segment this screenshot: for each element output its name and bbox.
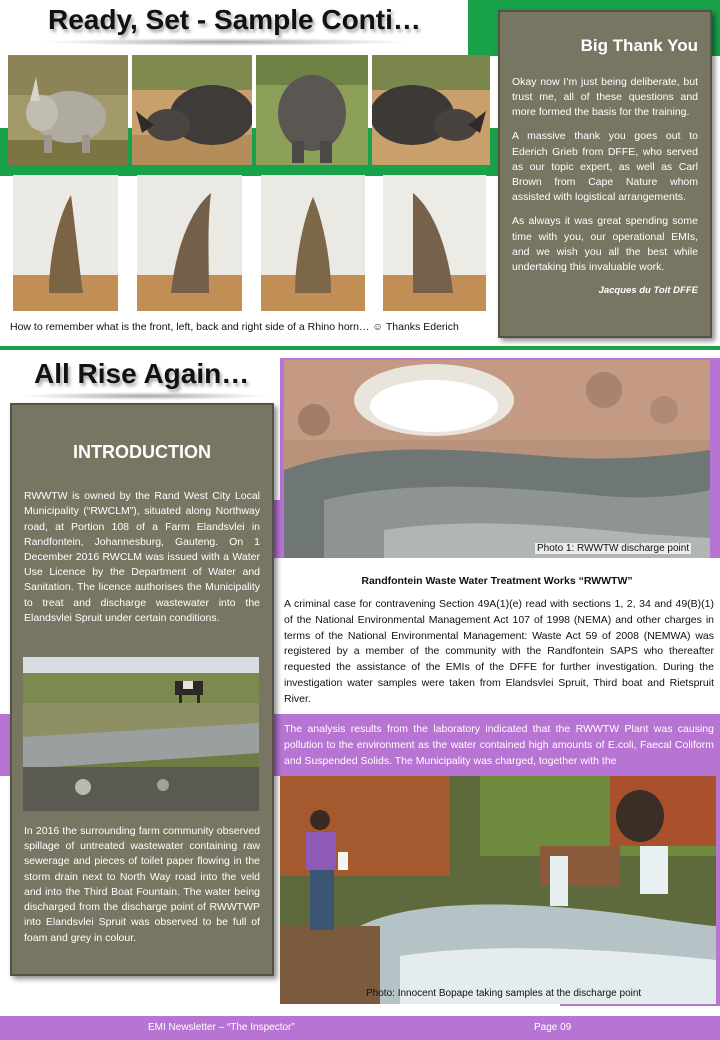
- title-underline-shadow: [40, 38, 410, 46]
- thank-you-paragraph-2: A massive thank you goes out to Ederich Grieb from DFFE, who served as our topic expert, as well as Carl Brown from Cape Nature whom assisted with logistical arrangements.: [512, 130, 698, 204]
- horn-photo-back: [261, 175, 365, 311]
- footer-bar: [0, 1016, 720, 1040]
- horn-photo-right: [383, 175, 486, 311]
- article-highlight-paragraph: The analysis results from the laboratory indicated that the RWWTW Plant was causing pollution to the environment as the water contained high amounts of E.coli, Faecal Coliform and Suspended Solids. The Municipality was charged, together with the: [284, 723, 714, 767]
- sampling-photo: [280, 776, 716, 1004]
- section-divider-line: [0, 346, 720, 350]
- article-heading: Randfontein Waste Water Treatment Works “RWWTW”: [361, 575, 633, 587]
- rise-section-title: All Rise Again…: [34, 358, 250, 389]
- introduction-paragraph-2: In 2016 the surrounding farm community observed spillage of untreated wastewater containing raw sewerage and pieces of toilet paper flowing in the storm drain next to North Way road into the veld and into the Third Boat Fountain. The water being discharged from the discharge point of RWWTWP into Elandsvlei Spruit was observed to be full of foam and grey in colour.: [24, 825, 260, 944]
- introduction-paragraph-1: RWWTW is owned by the Rand West City Local Municipality (“RWCLM”), situated along Northway road, at Portion 108 of a Farm Elandsvlei in Randfontein, Johannesburg, Gauteng. On 1 December 2016 RWCLM was issued with a Water Use Licence by the Department of Water and Sanitation. The licence authorises the Municipality to treat and discharge wastewater into the Elandsvlei Spruit under certain conditions.: [24, 490, 260, 624]
- article-paragraph: A criminal case for contravening Section 49A(1)(e) read with sections 1, 2, 34 and 49(B)(1) of the National Environmental Management Act 107 of 1998 (NEMA) and other charges in terms of the National Environmental Management: Waste Act 59 of 2008 (NEMWA) was registered by a member of the community with the Randfontein SAPS who thereafter requested the assistance of the EMIs of the DFFE for further investigation. During the investigation water samples were taken from Elandsvlei Spruit, Third boat and Rietspruit River.: [284, 598, 714, 705]
- thank-you-paragraph-3: As always it was great spending some time with you, our operational EMIs, and we wish you all the best while undertaking this invaluable work.: [512, 215, 698, 274]
- rhino-photo-back: [256, 55, 368, 165]
- footer-newsletter-title: EMI Newsletter – “The Inspector”: [148, 1022, 295, 1033]
- thank-you-box: [498, 10, 712, 338]
- thank-you-heading: Big Thank You: [580, 36, 698, 55]
- rhino-photo-right: [372, 55, 490, 165]
- rhino-section-title: Ready, Set - Sample Conti…: [48, 4, 421, 35]
- rise-title-shadow: [20, 392, 270, 400]
- discharge-point-photo: [284, 360, 710, 558]
- farm-storm-drain-photo: [23, 657, 259, 811]
- footer-page-number: Page 09: [534, 1022, 572, 1033]
- horn-photo-left: [137, 175, 242, 311]
- rhino-photo-left: [132, 55, 252, 165]
- thank-you-paragraph-1: Okay now I’m just being deliberate, but trust me, all of these questions and more formed the basis for the training.: [512, 75, 698, 119]
- rhino-horn-caption: How to remember what is the front, left, back and right side of a Rhino horn… ☺ Thanks Ederich: [10, 321, 459, 333]
- photo1-caption: Photo 1: RWWTW discharge point: [537, 543, 690, 554]
- photo2-caption: Photo: Innocent Bopape taking samples at the discharge point: [366, 988, 642, 999]
- introduction-heading: INTRODUCTION: [73, 442, 211, 462]
- horn-photo-front: [13, 175, 118, 311]
- thank-you-signature: Jacques du Toit DFFE: [598, 285, 698, 297]
- rhino-photo-front: [8, 55, 128, 165]
